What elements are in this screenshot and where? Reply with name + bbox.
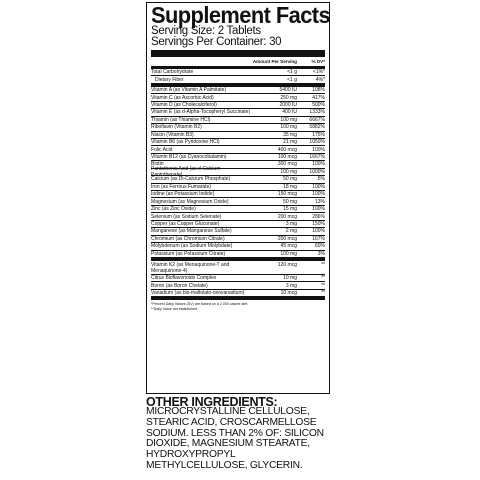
nutrient-name: Vitamin C (as Ascorbic Acid) [151, 94, 214, 101]
nutrient-row [151, 102, 325, 109]
nutrient-row [151, 139, 325, 146]
nutrient-row [151, 132, 325, 139]
nutrient-name: Selenium (as Sodium Selenate) [151, 213, 222, 220]
nutrient-row [151, 261, 325, 275]
nutrient-row [151, 191, 325, 198]
nutrient-name: Vanadium (as bis-maltolato-oxovanadium) [151, 290, 245, 297]
nutrient-dv: 167% [312, 235, 325, 242]
footnote-dv: *Percent Daily Values (DV) are based on a 2,000 calorie diet. [151, 302, 249, 307]
nutrient-row [151, 117, 325, 124]
nutrient-amount: 150 mcg [277, 191, 297, 198]
nutrient-amount: 45 mcg [280, 243, 297, 250]
nutrient-row [151, 176, 325, 183]
nutrient-name: Copper (as Copper Gluconate) [151, 220, 220, 227]
nutrient-name: Iodine (as Potassium Iodide) [151, 191, 215, 198]
nutrient-row [151, 76, 325, 83]
nutrient-dv: 175% [312, 131, 325, 138]
nutrient-name: Thiamin (as Thiamine HCl) [151, 116, 211, 123]
nutrient-name: Citrus Bioflavonoids Complex [151, 275, 217, 282]
nutrient-dv: 500% [312, 101, 325, 108]
nutrient-name: Total Carbohydrate [151, 69, 194, 76]
nutrient-name: Calcium (as Di-Calcium Phosphate) [151, 176, 231, 183]
nutrient-row [151, 69, 325, 76]
nutrient-dv: <1%* [312, 69, 325, 76]
nutrient-amount: 400 mcg [277, 146, 297, 153]
nutrient-amount: 18 mg [283, 183, 297, 190]
nutrient-dv: 100% [312, 206, 325, 213]
nutrient-dv: 4%* [315, 76, 325, 83]
nutrient-row [151, 198, 325, 205]
nutrient-amount: 100 mg [280, 116, 297, 123]
nutrient-row [151, 243, 325, 250]
nutrient-amount: <1 g [287, 76, 297, 83]
nutrient-dv: 6667% [309, 116, 325, 123]
nutrient-dv: 108% [312, 87, 325, 94]
nutrient-dv: 100% [312, 183, 325, 190]
nutrient-name: Biotin [151, 161, 164, 168]
nutrient-amount: 300 mcg [277, 161, 297, 168]
nutrient-row [151, 290, 325, 297]
nutrient-name: Vitamin D (as Cholecalciferol) [151, 101, 217, 108]
nutrient-dv: 100% [312, 146, 325, 153]
column-header [151, 57, 325, 66]
nutrient-row [151, 184, 325, 191]
nutrient-row [151, 109, 325, 116]
nutrient-dv: 286% [312, 213, 325, 220]
nutrient-amount: 200 mcg [277, 213, 297, 220]
nutrient-row [151, 94, 325, 101]
nutrient-amount: <1 g [287, 69, 297, 76]
nutrient-amount: 200 mcg [277, 235, 297, 242]
nutrient-row [151, 221, 325, 228]
nutrient-name: Vitamin B6 (as Pyridoxine HCl) [151, 139, 220, 146]
nutrient-amount: 100 mcg [277, 154, 297, 161]
nutrient-name: Boron (as Boron Chelate) [151, 282, 208, 289]
nutrient-amount: 400 IU [282, 109, 297, 116]
nutrient-amount: 100 mg [280, 168, 297, 175]
nutrient-name: Niacin (Vitamin B3) [151, 131, 194, 138]
thick-divider [151, 50, 325, 57]
nutrient-dv: 3% [317, 250, 325, 257]
panel-title: Supplement Facts [151, 2, 331, 28]
nutrient-name: Iron (as Ferrous Fumarate) [151, 183, 212, 190]
nutrient-amount: 2 mg [285, 228, 297, 235]
nutrient-dv: 100% [312, 191, 325, 198]
nutrient-name: Potassium (as Potassium Citrate) [151, 250, 226, 257]
nutrient-row [151, 124, 325, 131]
nutrient-row [151, 275, 325, 282]
nutrient-row [151, 228, 325, 235]
nutrient-name: Dietary Fiber [155, 76, 184, 83]
nutrient-row [151, 146, 325, 153]
nutrient-dv: 60% [314, 243, 325, 250]
nutrient-dv: 1050% [309, 139, 325, 146]
ingredients-text: MICROCRYSTALLINE CELLULOSE, STEARIC ACID, CROSCARMELLOSE SODIUM. LESS THAN 2% OF: SILICON DIOXIDE, MAGNESIUM STEARATE, HYDROXYPROPYL METHYLCELLULOSE, GLYCERIN. [146, 406, 324, 471]
nutrient-dv: 100% [312, 228, 325, 235]
rows-group-a [151, 69, 325, 84]
nutrient-dv: 5% [317, 176, 325, 183]
nutrient-dv: 100% [312, 161, 325, 168]
nutrient-row [151, 213, 325, 220]
nutrient-dv: ** [321, 261, 325, 268]
nutrient-dv: 1667% [309, 154, 325, 161]
nutrient-name: Pantothenic Acid (as d-Calcium Pantothenate) [151, 165, 221, 178]
nutrient-row [151, 154, 325, 161]
nutrient-name: Vitamin B12 (as Cyanocobalamin) [151, 154, 227, 161]
nutrient-row [151, 165, 325, 178]
nutrient-amount: 21 mg [283, 139, 297, 146]
nutrient-dv: 13% [314, 198, 325, 205]
footnote [151, 300, 325, 311]
nutrient-dv: 150% [312, 220, 325, 227]
nutrient-dv: ** [321, 275, 325, 282]
header-amount: Amount Per Serving [252, 59, 297, 64]
nutrient-amount: 120 mcg [277, 261, 297, 268]
nutrient-amount: 100 mg [280, 250, 297, 257]
nutrient-name: Chromium (as Chromium Citrate) [151, 235, 225, 242]
nutrient-name: Magnesium (as Magnesium Oxide) [151, 198, 229, 205]
nutrient-amount: 3 mg [285, 220, 297, 227]
supplement-facts-panel [146, 2, 330, 394]
nutrient-dv: ** [321, 282, 325, 289]
nutrient-amount: 10 mg [283, 275, 297, 282]
nutrient-amount: 5400 IU [279, 87, 297, 94]
nutrient-name: Molybdenum (as Sodium Molybdate) [151, 243, 233, 250]
nutrient-amount: 50 mg [283, 176, 297, 183]
nutrient-name: Riboflavin (Vitamin B2) [151, 124, 202, 131]
nutrient-amount: 50 mg [283, 198, 297, 205]
nutrient-name: Zinc (as Zinc Oxide) [151, 206, 196, 213]
nutrient-amount: 3 mg [285, 282, 297, 289]
footnote-not-established: **Daily Value not established. [151, 306, 198, 311]
nutrient-row [151, 87, 325, 94]
servings-per-container: Servings Per Container: 30 [151, 36, 282, 48]
rows-group-b [151, 87, 325, 258]
ingredients-heading: OTHER INGREDIENTS: [146, 395, 278, 409]
nutrient-amount: 2000 IU [279, 101, 297, 108]
nutrient-row [151, 282, 325, 289]
nutrient-name: Vitamin E (as d-Alpha-Tocopheryl Succinate) [151, 109, 251, 116]
nutrient-dv: ** [321, 290, 325, 297]
nutrient-dv: 5882% [309, 124, 325, 131]
nutrient-row [151, 236, 325, 243]
nutrient-row [151, 251, 325, 258]
nutrient-amount: 15 mg [283, 206, 297, 213]
nutrient-dv: 1333% [309, 109, 325, 116]
nutrient-dv: 1000% [309, 168, 325, 175]
nutrient-row [151, 206, 325, 213]
header-dv: % DV* [311, 59, 325, 64]
nutrient-dv: 417% [312, 94, 325, 101]
nutrient-amount: 250 mg [280, 94, 297, 101]
nutrient-name: Vitamin K2 (as Menaquinone-7 and Menaquinone-4) [151, 261, 230, 274]
rows-group-c [151, 261, 325, 297]
nutrient-amount: 10 mcg [280, 290, 297, 297]
nutrient-name: Manganese (as Manganese Sulfate) [151, 228, 232, 235]
nutrient-name: Vitamin A (as Vitamin A Palmitate) [151, 87, 227, 94]
nutrient-amount: 100 mg [280, 124, 297, 131]
nutrient-name: Folic Acid [151, 146, 173, 153]
serving-size: Serving Size: 2 Tablets [151, 25, 261, 37]
nutrient-amount: 35 mg [283, 131, 297, 138]
